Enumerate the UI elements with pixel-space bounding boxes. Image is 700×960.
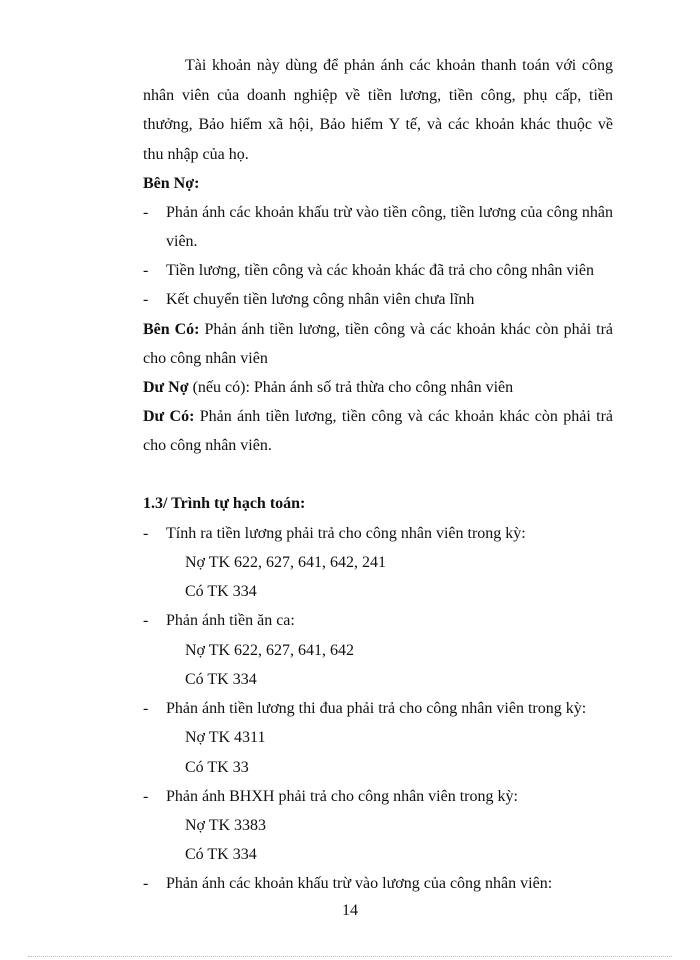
step-2-text: Phản ánh tiền ăn ca: (166, 612, 295, 629)
bullet: - (143, 204, 149, 221)
step-2-debit: Nợ TK 622, 627, 641, 642 (185, 642, 355, 659)
du-no-line (143, 374, 613, 402)
step-4-text: Phản ánh BHXH phải trả cho công nhân viên trong kỳ: (166, 788, 518, 805)
step-1-debit: Nợ TK 622, 627, 641, 642, 241 (185, 554, 387, 571)
step-1 (0, 520, 700, 548)
ben-no-item-1-cont (0, 228, 700, 256)
bullet: - (143, 291, 149, 308)
bullet: - (143, 262, 149, 279)
ben-co-line-2: cho công nhân viên (143, 350, 268, 367)
ben-no-item-1-line-1: Phản ánh các khoản khấu trừ vào tiền công, tiền lương của công nhân (166, 204, 613, 221)
ben-no-item-2-text: Tiền lương, tiền công và các khoản khác đã trả cho công nhân viên (166, 262, 594, 279)
ben-no-item-3 (0, 286, 700, 314)
step-3 (0, 695, 700, 723)
du-no-text: (nếu có): Phản ánh số trả thừa cho công nhân viên (188, 379, 514, 396)
ben-no-item-1-line-2: viên. (166, 233, 198, 250)
intro-line-3: thưởng, Bảo hiểm xã hội, Bảo hiểm Y tế, và các khoản khác thuộc về (143, 116, 613, 133)
step-2 (0, 607, 700, 635)
step-1-credit: Có TK 334 (185, 583, 257, 600)
ben-co-label: Bên Có: (143, 321, 200, 338)
ben-no-item-1 (0, 199, 700, 227)
bullet: - (143, 700, 149, 717)
page-bottom-divider (28, 956, 672, 957)
du-no-label: Dư Nợ (143, 379, 189, 396)
step-1-text: Tính ra tiền lương phải trả cho công nhân viên trong kỳ: (166, 525, 526, 542)
ben-no-item-2 (0, 257, 700, 285)
step-5-text: Phản ánh các khoản khấu trừ vào lương của công nhân viên: (166, 875, 553, 892)
du-co-line-1 (143, 403, 613, 431)
step-3-text: Phản ánh tiền lương thi đua phải trả cho công nhân viên trong kỳ: (166, 700, 587, 717)
step-3-debit: Nợ TK 4311 (185, 729, 266, 746)
bullet: - (143, 788, 149, 805)
step-3-credit: Có TK 33 (185, 759, 249, 776)
page-number: 14 (342, 902, 358, 919)
step-4-credit: Có TK 334 (185, 846, 257, 863)
du-co-label: Dư Có: (143, 408, 195, 425)
step-2-credit: Có TK 334 (185, 671, 257, 688)
bullet: - (143, 875, 149, 892)
intro-line-1: Tài khoản này dùng để phản ánh các khoản thanh toán với công (185, 57, 613, 74)
bullet: - (143, 612, 149, 629)
section-title: 1.3/ Trình tự hạch toán: (143, 495, 306, 512)
intro-line-2: nhân viên của doanh nghiệp về tiền lương, tiền công, phụ cấp, tiền (143, 87, 613, 104)
ben-co-line-1 (143, 316, 613, 344)
intro-line-4: thu nhập của họ. (143, 146, 249, 163)
du-co-line-2: cho công nhân viên. (143, 437, 272, 454)
du-co-text: Phản ánh tiền lương, tiền công và các khoản khác còn phải trả (194, 408, 614, 425)
ben-no-heading: Bên Nợ: (143, 175, 200, 192)
bullet: - (143, 525, 149, 542)
ben-co-text: Phản ánh tiền lương, tiền công và các khoản khác còn phải trả (199, 321, 613, 338)
step-5 (0, 870, 700, 898)
ben-no-item-3-text: Kết chuyển tiền lương công nhân viên chưa lĩnh (166, 291, 475, 308)
step-4-debit: Nợ TK 3383 (185, 817, 267, 834)
step-4 (0, 783, 700, 811)
